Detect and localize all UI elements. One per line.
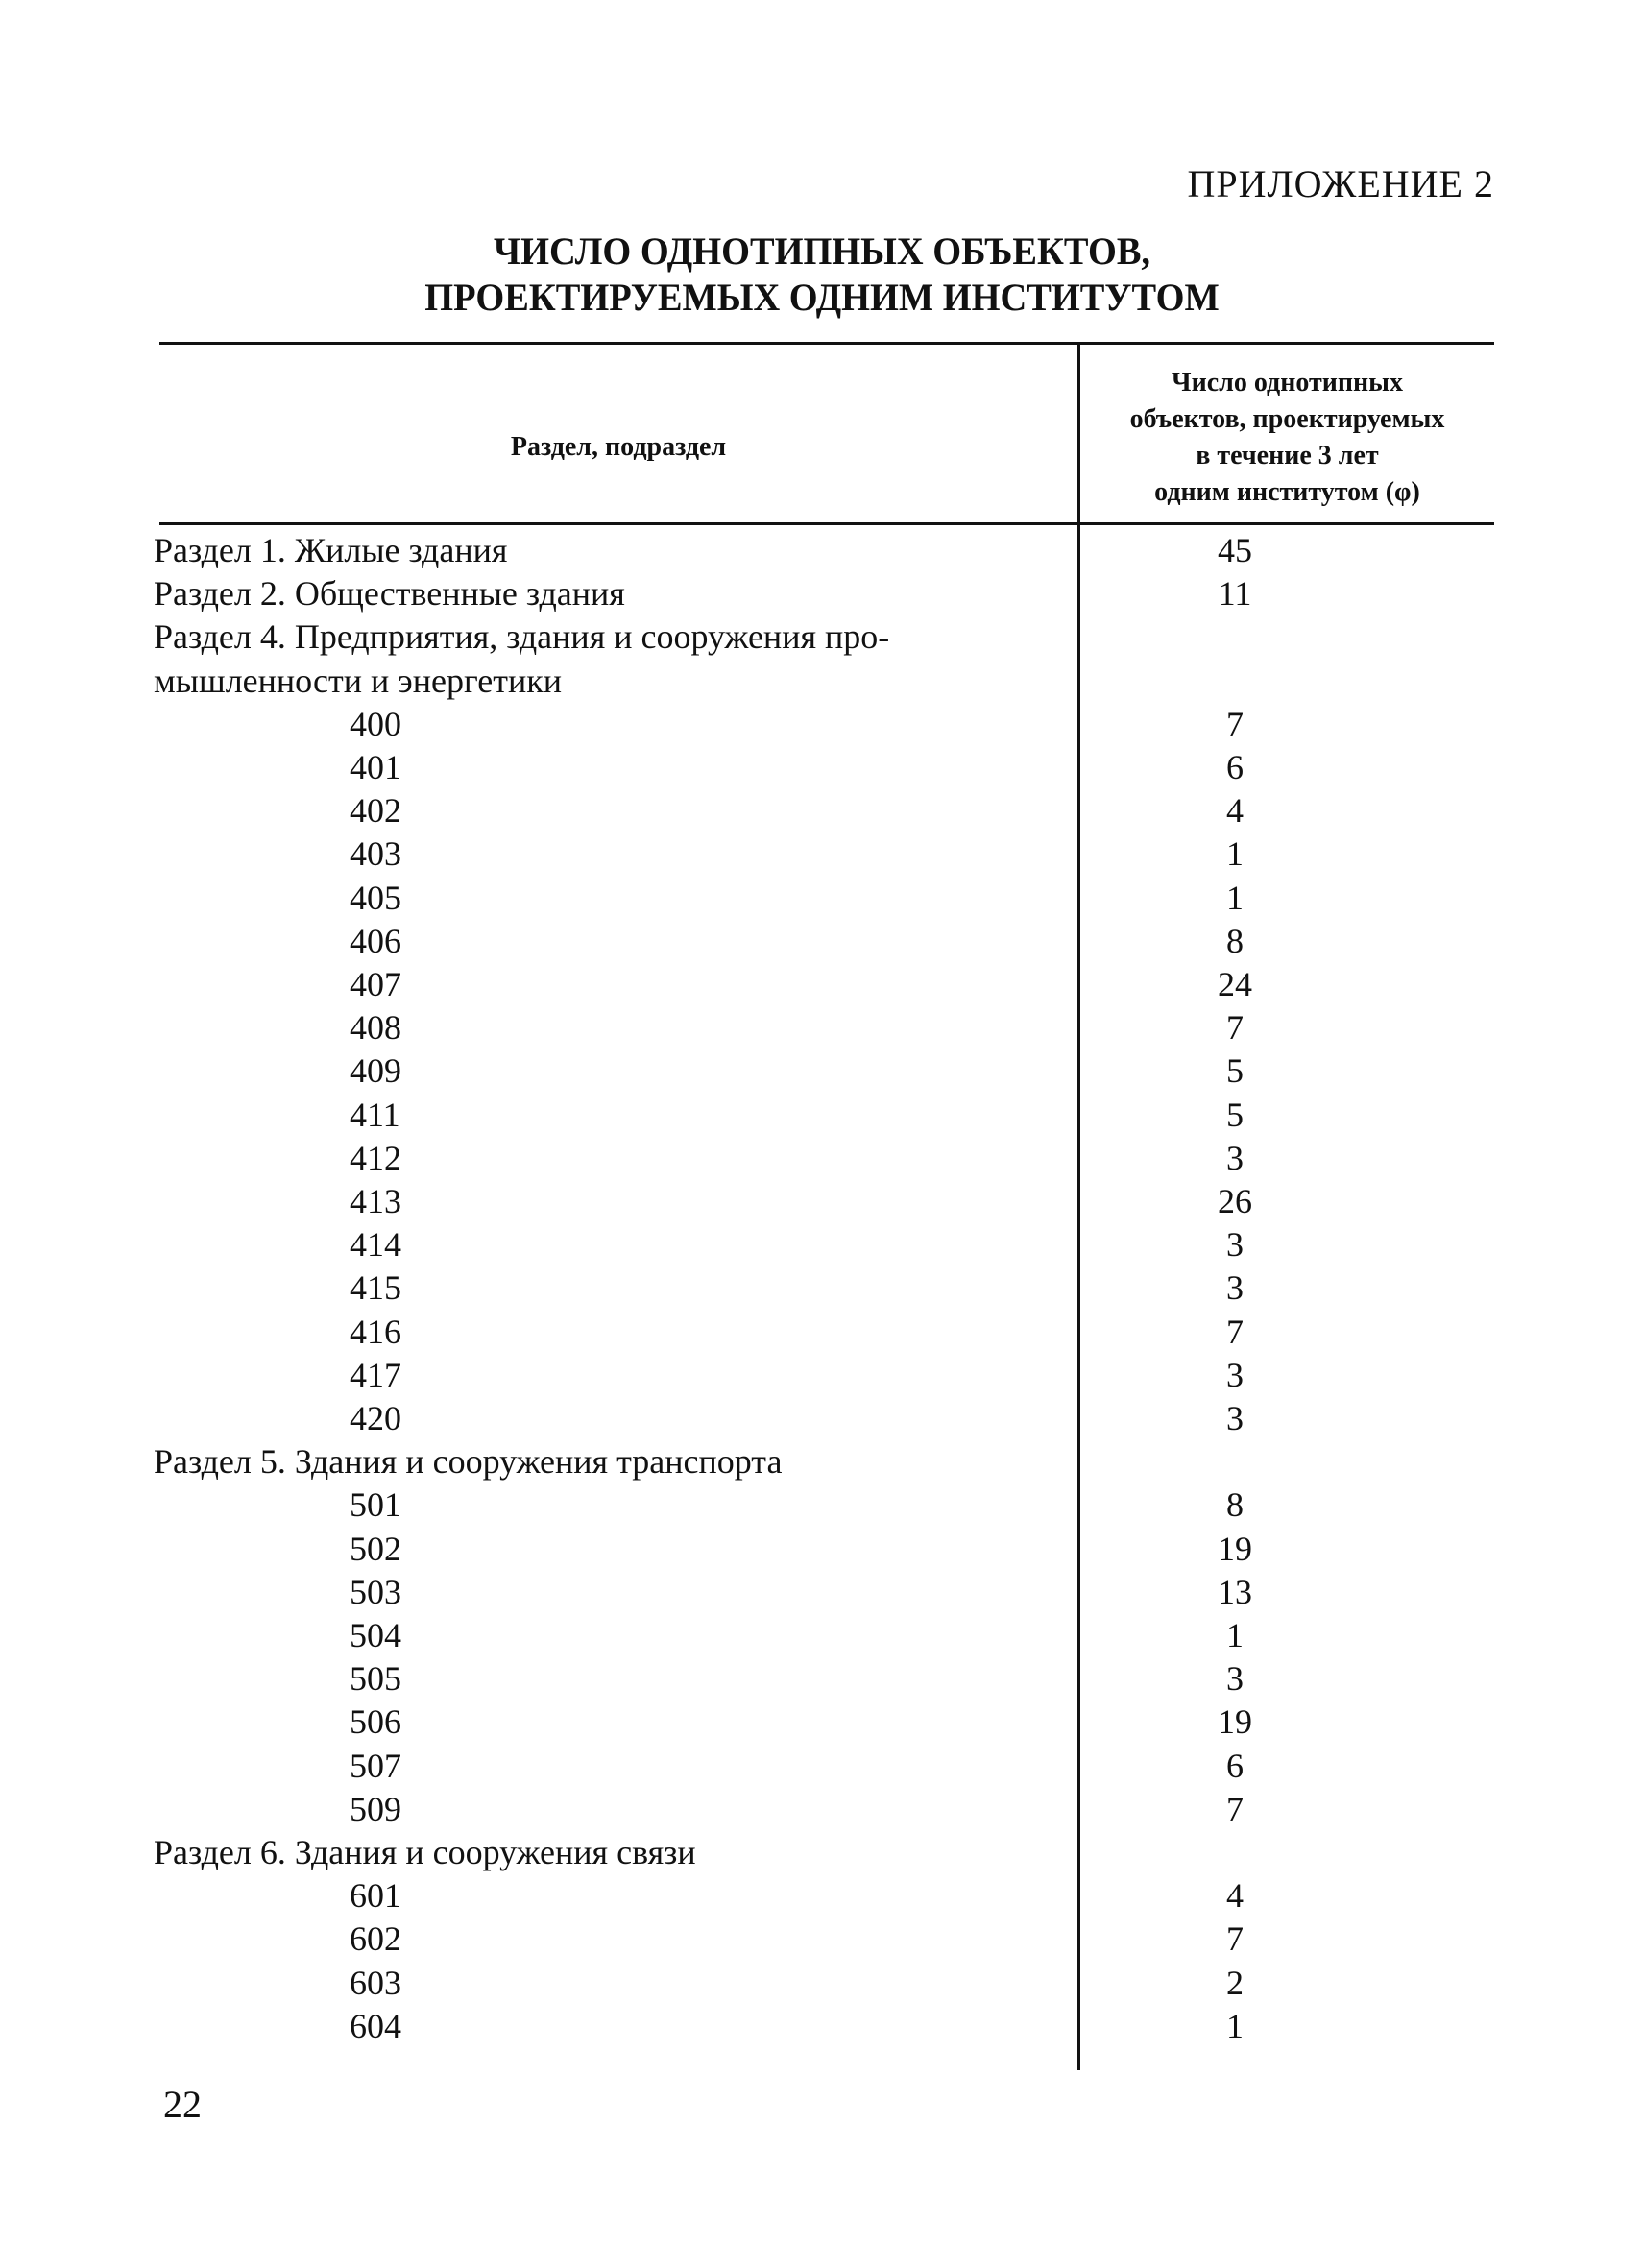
object-count: 4	[1226, 1876, 1244, 1916]
object-count: 45	[1218, 531, 1252, 569]
table-row	[0, 1832, 1644, 1875]
object-count: 24	[1218, 965, 1252, 1003]
appendix-label: ПРИЛОЖЕНИЕ 2	[1187, 162, 1494, 205]
object-count: 3	[1226, 1268, 1244, 1308]
table-row	[0, 573, 1644, 616]
subsection-code: 400	[350, 704, 401, 743]
subsection-code: 402	[350, 791, 401, 831]
table-row	[0, 1007, 1644, 1050]
object-count: 2	[1226, 1963, 1244, 2002]
object-count: 13	[1218, 1572, 1252, 1611]
subsection-code: 507	[350, 1746, 401, 1785]
subsection-code: 503	[350, 1572, 401, 1611]
subsection-code: 413	[350, 1182, 401, 1220]
table-row	[0, 1658, 1644, 1701]
object-count: 1	[1226, 834, 1244, 874]
subsection-code: 509	[350, 1789, 401, 1828]
object-count: 5	[1226, 1051, 1244, 1091]
object-count: 3	[1226, 1138, 1244, 1177]
subsection-code: 602	[350, 1919, 401, 1959]
subsection-code: 502	[350, 1529, 401, 1568]
section-label: Раздел 4. Предприятия, здания и сооружения про-	[154, 617, 890, 657]
subsection-code: 505	[350, 1659, 401, 1699]
table-row	[0, 1701, 1644, 1745]
subsection-code: 411	[350, 1095, 400, 1134]
section-label: Раздел 5. Здания и сооружения транспорта	[154, 1442, 783, 1482]
subsection-code: 415	[350, 1268, 401, 1308]
object-count: 7	[1226, 1312, 1244, 1351]
object-count: 3	[1226, 1225, 1244, 1265]
table-row	[0, 1050, 1644, 1094]
table-row	[0, 790, 1644, 833]
subsection-code: 603	[350, 1963, 401, 2002]
table-row	[0, 1875, 1644, 1918]
object-count: 5	[1226, 1095, 1244, 1134]
table-row	[0, 2006, 1644, 2049]
column-header-count-line-4: одним институтом (φ)	[1154, 477, 1420, 507]
subsection-code: 417	[350, 1355, 401, 1394]
table-row	[0, 1484, 1644, 1528]
subsection-code: 409	[350, 1051, 401, 1091]
subsection-code: 604	[350, 2006, 401, 2045]
object-count: 1	[1226, 1616, 1244, 1654]
subsection-code: 420	[350, 1399, 401, 1437]
subsection-code: 408	[350, 1008, 401, 1048]
object-count: 26	[1218, 1182, 1252, 1220]
table-row	[0, 1095, 1644, 1138]
table-row	[0, 1355, 1644, 1398]
table-row	[0, 1746, 1644, 1789]
object-count: 7	[1226, 1919, 1244, 1959]
table-row	[0, 616, 1644, 660]
table-row	[0, 704, 1644, 747]
table-row	[0, 1789, 1644, 1832]
object-count: 6	[1226, 748, 1244, 786]
object-count: 7	[1226, 1789, 1244, 1828]
table-top-rule	[159, 342, 1494, 345]
table-row	[0, 1963, 1644, 2006]
object-count: 3	[1226, 1355, 1244, 1394]
table-row	[0, 964, 1644, 1007]
table-row	[0, 661, 1644, 704]
subsection-code: 406	[350, 921, 401, 960]
object-count: 7	[1226, 1008, 1244, 1048]
subsection-code: 412	[350, 1138, 401, 1177]
table-row	[0, 878, 1644, 921]
subsection-code: 403	[350, 834, 401, 874]
table-row	[0, 1267, 1644, 1311]
title-line-1: ЧИСЛО ОДНОТИПНЫХ ОБЪЕКТОВ,	[493, 229, 1151, 273]
table-header-rule	[159, 522, 1494, 525]
object-count: 8	[1226, 1485, 1244, 1525]
section-label: Раздел 6. Здания и сооружения связи	[154, 1833, 696, 1871]
table-row	[0, 1615, 1644, 1658]
table-row	[0, 921, 1644, 964]
subsection-code: 401	[350, 748, 401, 786]
table-row	[0, 1181, 1644, 1224]
column-header-count-line-1: Число однотипных	[1172, 368, 1403, 398]
object-count: 11	[1218, 574, 1252, 614]
column-header-count-line-3: в течение 3 лет	[1196, 441, 1379, 470]
table-row	[0, 1398, 1644, 1441]
subsection-code: 501	[350, 1485, 401, 1525]
object-count: 1	[1226, 2006, 1244, 2045]
table-row	[0, 747, 1644, 790]
title-line-2: ПРОЕКТИРУЕМЫХ ОДНИМ ИНСТИТУТОМ	[424, 276, 1220, 319]
table-row	[0, 530, 1644, 573]
table-row	[0, 1529, 1644, 1572]
page-number: 22	[163, 2083, 202, 2126]
object-count: 19	[1218, 1529, 1252, 1568]
object-count: 7	[1226, 704, 1244, 743]
subsection-code: 601	[350, 1876, 401, 1916]
object-count: 6	[1226, 1746, 1244, 1785]
object-count: 3	[1226, 1399, 1244, 1437]
column-header-count	[1080, 365, 1494, 511]
object-count: 1	[1226, 878, 1244, 917]
subsection-code: 407	[350, 965, 401, 1003]
object-count: 19	[1218, 1702, 1252, 1742]
column-header-section: Раздел, подраздел	[510, 432, 727, 462]
table-row	[0, 833, 1644, 877]
table-row	[0, 1312, 1644, 1355]
subsection-code: 504	[350, 1616, 401, 1654]
table-row	[0, 1572, 1644, 1615]
object-count: 3	[1226, 1659, 1244, 1699]
page-title	[33, 229, 1611, 321]
column-header-count-line-2: объектов, проектируемых	[1129, 404, 1445, 434]
section-label: мышленности и энергетики	[154, 661, 563, 700]
subsection-code: 506	[350, 1702, 401, 1742]
section-label: Раздел 2. Общественные здания	[154, 574, 625, 614]
table-row	[0, 1441, 1644, 1484]
object-count: 8	[1226, 921, 1244, 960]
subsection-code: 416	[350, 1312, 401, 1351]
table-row	[0, 1224, 1644, 1267]
object-count: 4	[1226, 791, 1244, 831]
section-label: Раздел 1. Жилые здания	[154, 531, 508, 569]
subsection-code: 405	[350, 878, 401, 917]
table-row	[0, 1138, 1644, 1181]
table-row	[0, 1918, 1644, 1962]
subsection-code: 414	[350, 1225, 401, 1265]
